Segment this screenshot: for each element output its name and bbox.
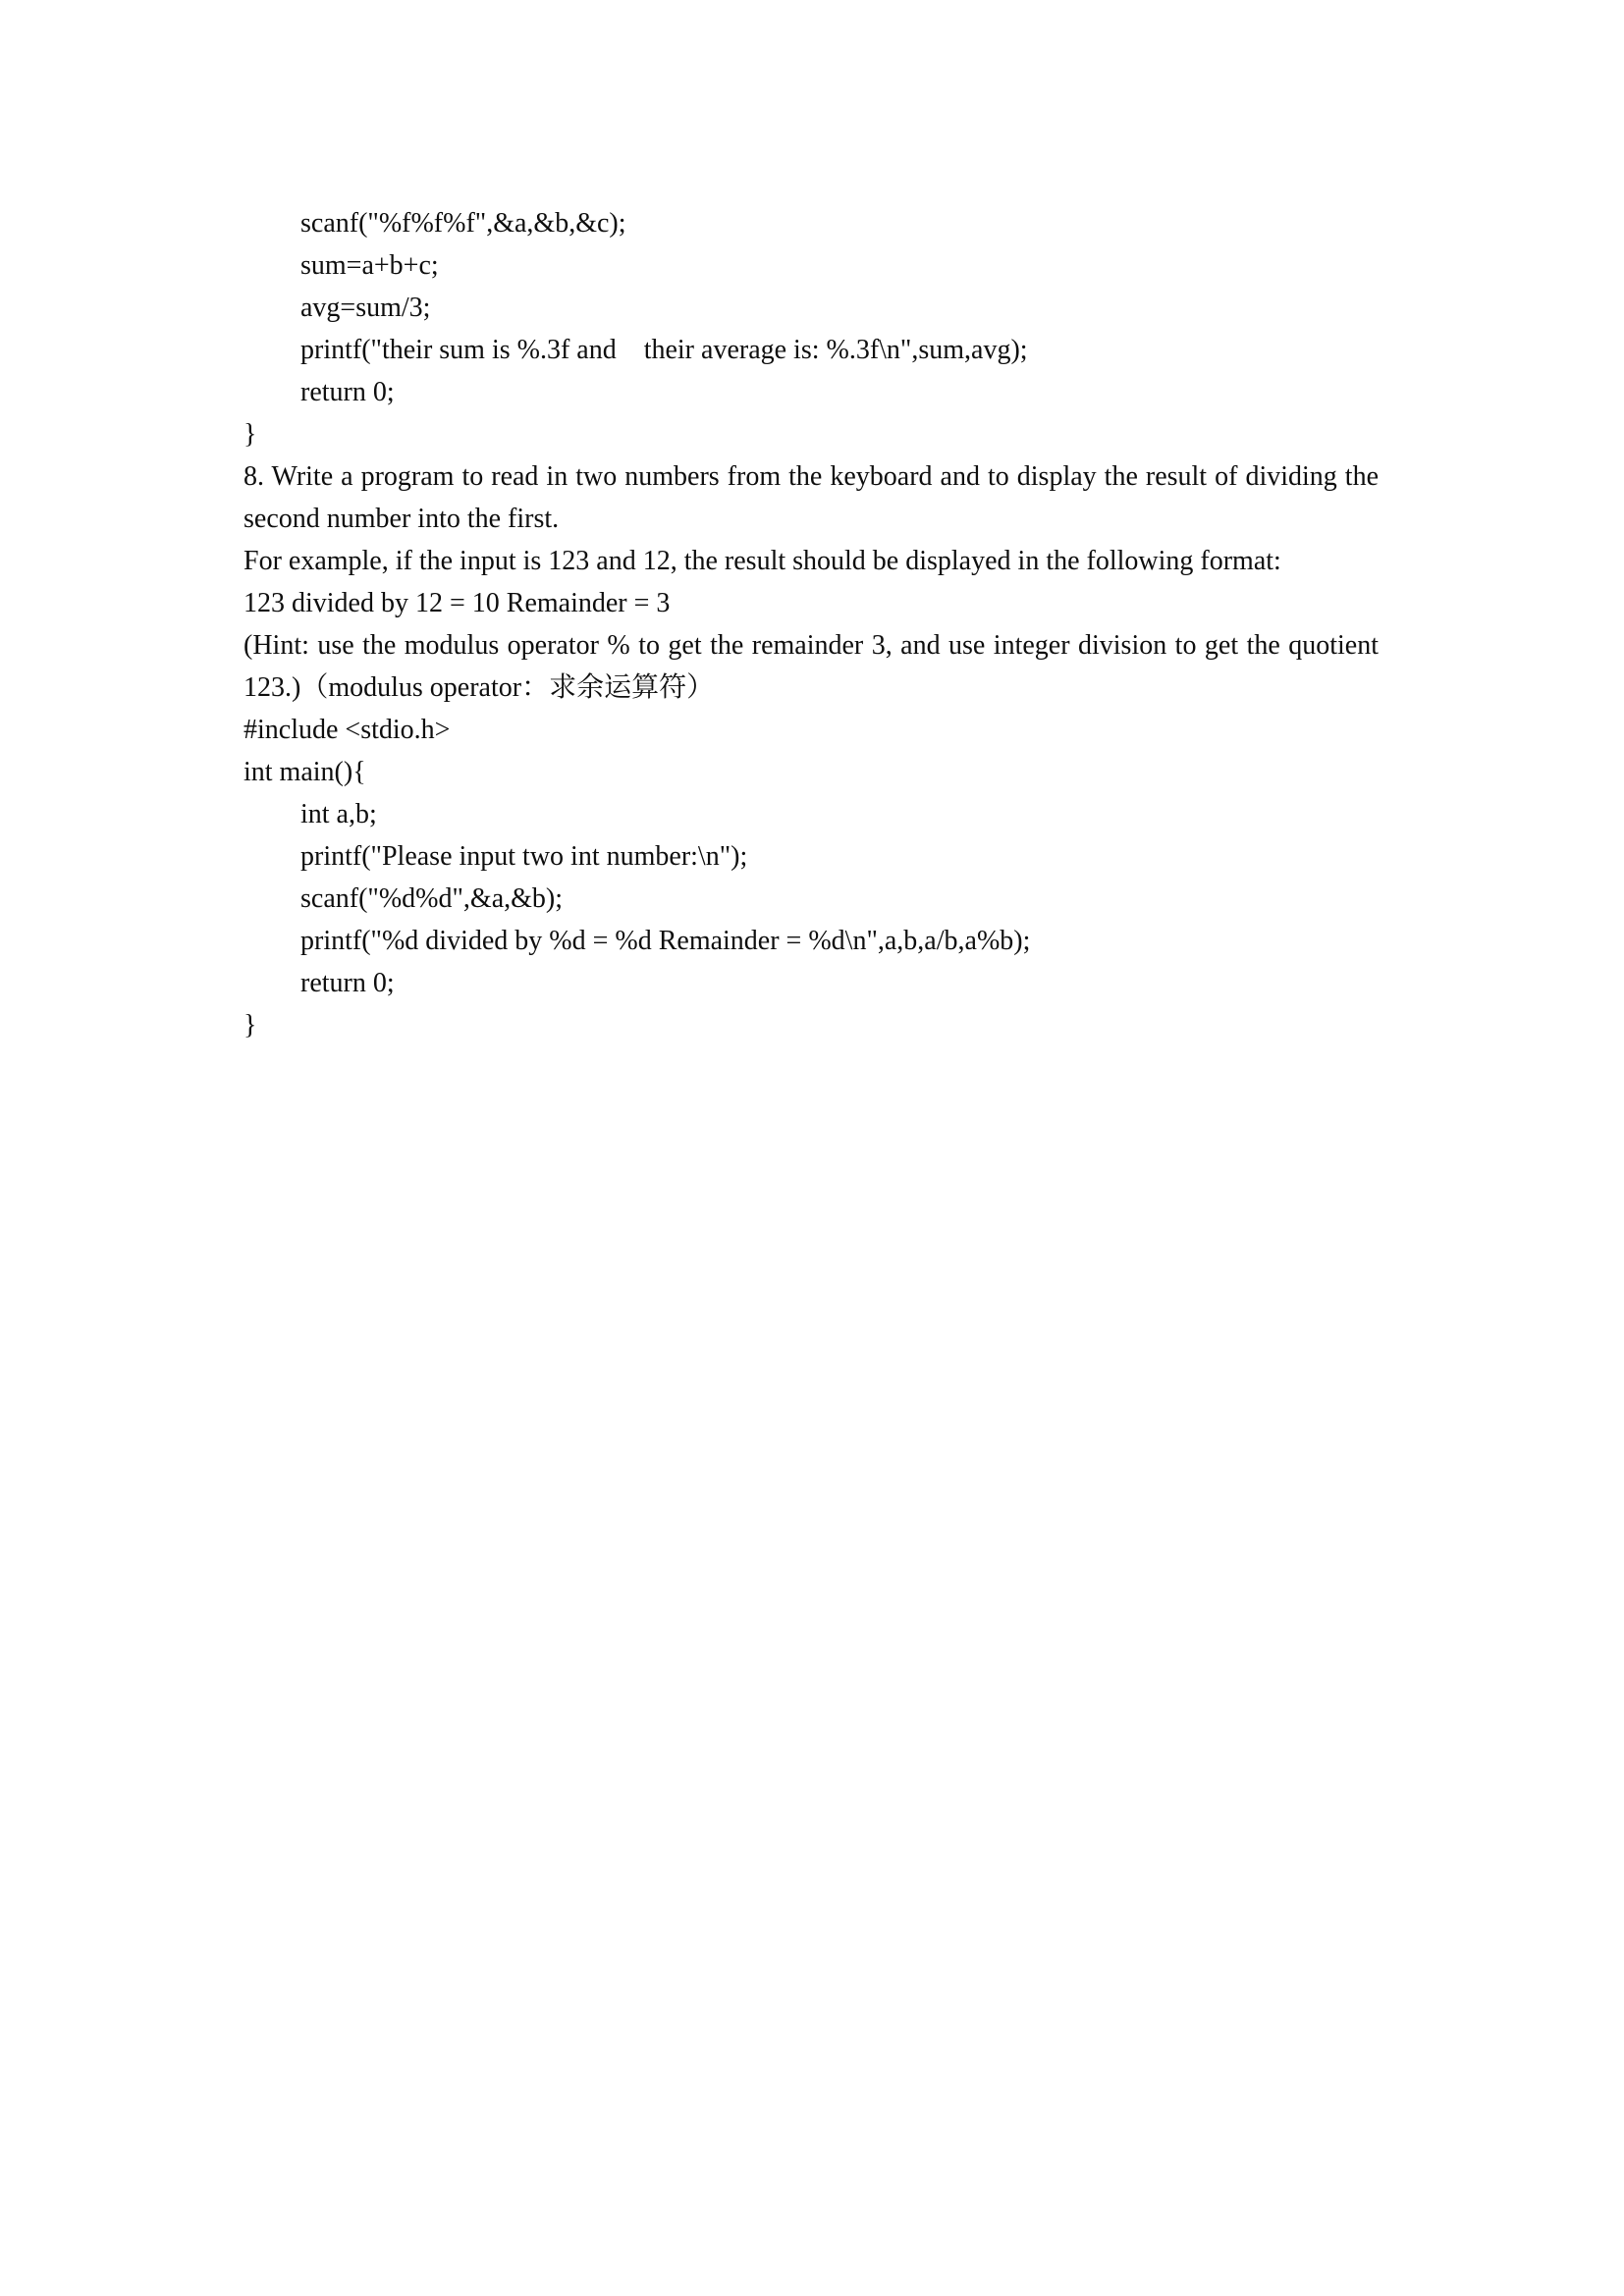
code-line: int main(){: [244, 757, 366, 787]
exercise-prompt-line: second number into the first.: [244, 504, 560, 534]
code-line: return 0;: [300, 377, 395, 407]
code-line: printf("Please input two int number:\n");: [300, 841, 748, 872]
example-output-line: 123 divided by 12 = 10 Remainder = 3: [244, 588, 671, 618]
code-line: sum=a+b+c;: [300, 250, 439, 281]
code-line: }: [244, 1010, 257, 1041]
hint-line: 123.)（modulus operator：求余运算符）: [244, 672, 715, 703]
exercise-prompt-line: 8. Write a program to read in two numbers from the keyboard and to display the result of dividing the: [244, 461, 1379, 492]
code-line: return 0;: [300, 968, 395, 998]
code-line: printf("%d divided by %d = %d Remainder = %d\n",a,b,a/b,a%b);: [300, 926, 1031, 956]
text-block: [244, 202, 1379, 1046]
code-line: scanf("%f%f%f",&a,&b,&c);: [300, 208, 626, 239]
code-line: }: [244, 419, 257, 450]
code-line: #include <stdio.h>: [244, 715, 451, 745]
code-line: avg=sum/3;: [300, 293, 431, 323]
example-intro-line: For example, if the input is 123 and 12, the result should be displayed in the following format:: [244, 546, 1281, 576]
code-line: scanf("%d%d",&a,&b);: [300, 883, 563, 914]
code-line: printf("their sum is %.3f and their average is: %.3f\n",sum,avg);: [300, 335, 1028, 365]
code-line: int a,b;: [300, 799, 377, 829]
hint-line: (Hint: use the modulus operator % to get the remainder 3, and use integer division to get the quotient: [244, 630, 1379, 661]
